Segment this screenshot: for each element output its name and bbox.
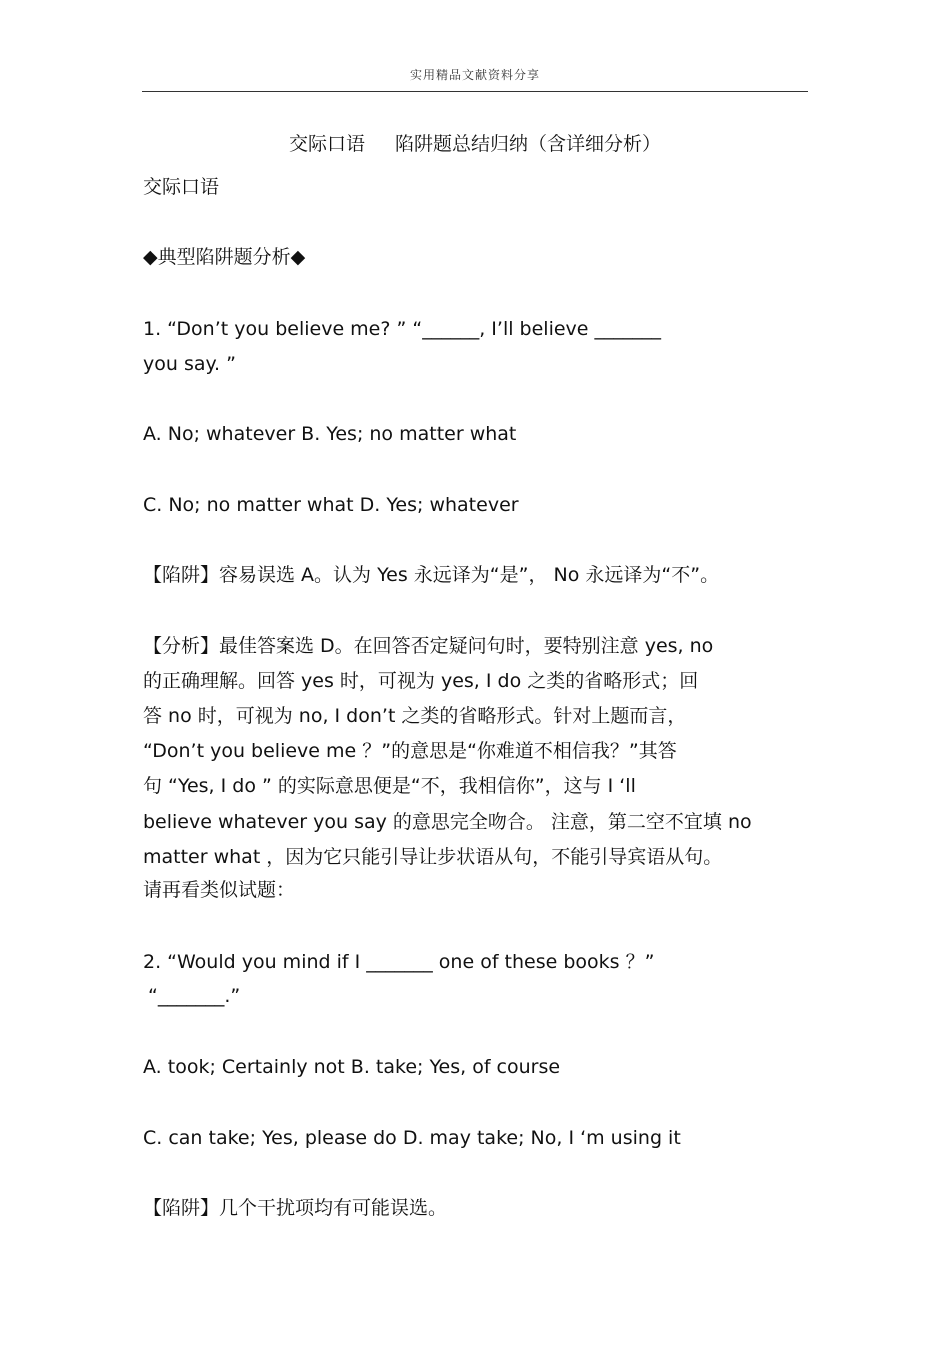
running-header: 实用精品文献资料分享 (409, 68, 540, 82)
q1-analysis-line: 请再看类似试题： (143, 879, 296, 901)
q1-options-cd: C. No; no matter what D. Yes; whatever (143, 494, 519, 516)
q1-trap: 【陷阱】容易误选 A。认为 Yes 永远译为“是”， No 永远译为“不”。 (143, 564, 720, 586)
title-part-2: 陷阱题总结归纳（含详细分析） (395, 133, 662, 155)
q2-options-ab: A. took; Certainly not B. take; Yes, of course (143, 1056, 561, 1078)
section-heading: ◆典型陷阱题分析◆ (143, 246, 306, 268)
q1-stem-line-1: 1. “Don’t you believe me? ” “______, I’ll believe _______ (143, 318, 662, 340)
title-part-1: 交际口语 (288, 133, 365, 155)
q1-analysis-line: believe whatever you say 的意思完全吻合。 注意，第二空不宜填 no (143, 811, 752, 833)
q1-analysis-line: 句 “Yes, I do ” 的实际意思便是“不，我相信你”，这与 I ‘ll (143, 775, 636, 797)
q1-analysis-line: 的正确理解。回答 yes 时，可视为 yes, I do 之类的省略形式；回 (143, 670, 699, 692)
section-label: 交际口语 (143, 176, 220, 198)
q1-analysis-line: matter what ，因为它只能引导让步状语从句，不能引导宾语从句。 (143, 846, 723, 868)
q1-analysis-line: 答 no 时，可视为 no, I don’t 之类的省略形式。针对上题而言， (143, 705, 687, 727)
q2-options-cd: C. can take; Yes, please do D. may take; No, I ‘m using it (143, 1127, 681, 1149)
q1-analysis-line: 【分析】最佳答案选 D。在回答否定疑问句时，要特别注意 yes, no (143, 635, 714, 657)
q1-analysis-line: “Don’t you believe me ？”的意思是“你难道不相信我？”其答 (143, 740, 677, 762)
page-title (0, 129, 950, 156)
q1-options-ab: A. No; whatever B. Yes; no matter what (143, 423, 517, 445)
header-divider (142, 91, 808, 92)
q2-trap: 【陷阱】几个干扰项均有可能误选。 (143, 1197, 448, 1219)
q1-stem-line-2: you say. ” (143, 353, 236, 375)
q2-stem-line-2: “_______.” (148, 985, 241, 1007)
q2-stem-line-1: 2. “Would you mind if I _______ one of these books ？” (143, 951, 655, 973)
